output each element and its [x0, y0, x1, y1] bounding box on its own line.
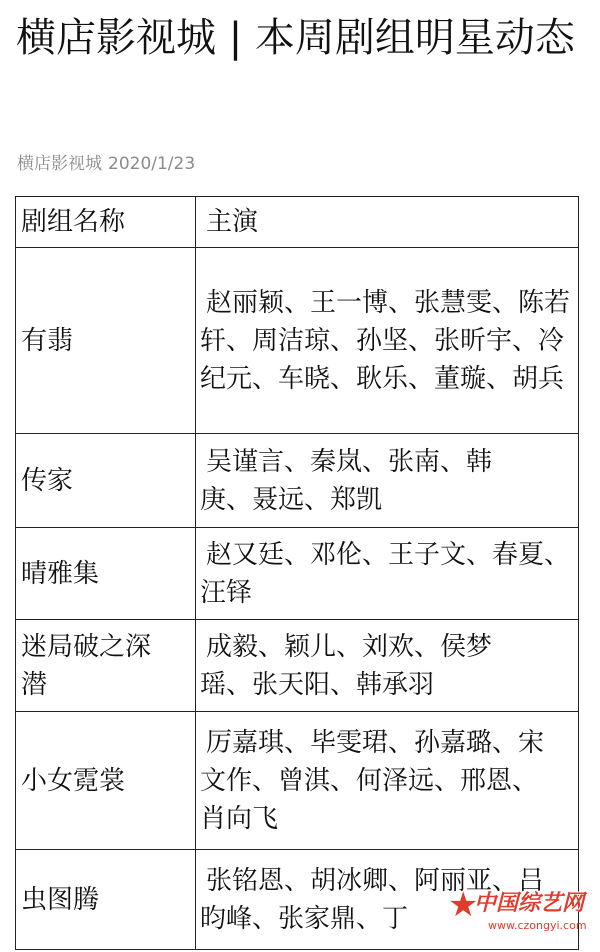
- table-row: [16, 248, 579, 434]
- site-watermark-logo: [446, 884, 596, 944]
- table-header-row: [16, 197, 579, 248]
- cast-cell: [196, 712, 579, 850]
- table-row: [16, 620, 579, 712]
- cast-cell: [196, 528, 579, 620]
- cast-cell: [196, 620, 579, 712]
- article-date: 2020/1/23: [108, 154, 196, 174]
- table-row: [16, 528, 579, 620]
- cast-text: 赵又廷、邓伦、王子文、春夏、汪铎: [200, 539, 571, 608]
- article-meta: [17, 152, 195, 176]
- table-row: [16, 434, 579, 528]
- cast-text: 赵丽颖、王一博、张慧雯、陈若轩、周洁琼、孙坚、张昕宇、冷纪元、车晓、耿乐、董璇、胡兵: [200, 287, 571, 394]
- crew-name-cell: 晴雅集: [16, 528, 196, 620]
- star-icon: ★: [448, 885, 479, 925]
- cast-text: 成毅、颖儿、刘欢、侯梦瑶、张天阳、韩承羽: [200, 631, 493, 700]
- table-row: [16, 712, 579, 850]
- header-crew-name: 剧组名称: [16, 197, 196, 248]
- cast-cell: [196, 248, 579, 434]
- crew-name-cell: 小女霓裳: [16, 712, 196, 850]
- watermark-name: 中国综艺网: [474, 891, 585, 916]
- header-cast: 主演: [196, 197, 579, 248]
- cast-table: [15, 196, 579, 950]
- crew-name-cell: 迷局破之深潜: [16, 620, 196, 712]
- cast-text: 厉嘉琪、毕雯珺、孙嘉璐、宋文作、曾淇、何泽远、邢恩、肖向飞: [200, 727, 545, 834]
- crew-name-cell: 有翡: [16, 248, 196, 434]
- crew-name-cell: 传家: [16, 434, 196, 528]
- cast-cell: [196, 434, 579, 528]
- crew-name-cell: 虫图腾: [16, 850, 196, 950]
- cast-text: 张铭恩、胡冰卿、阿丽亚、吕昀峰、张家鼎、丁: [200, 865, 545, 934]
- cast-text: 吴谨言、秦岚、张南、韩庚、聂远、郑凯: [200, 446, 493, 515]
- watermark-url: www.czongyi.com: [488, 919, 587, 932]
- article-source[interactable]: 横店影视城: [17, 154, 102, 174]
- article-title: 横店影视城 | 本周剧组明星动态: [16, 15, 575, 61]
